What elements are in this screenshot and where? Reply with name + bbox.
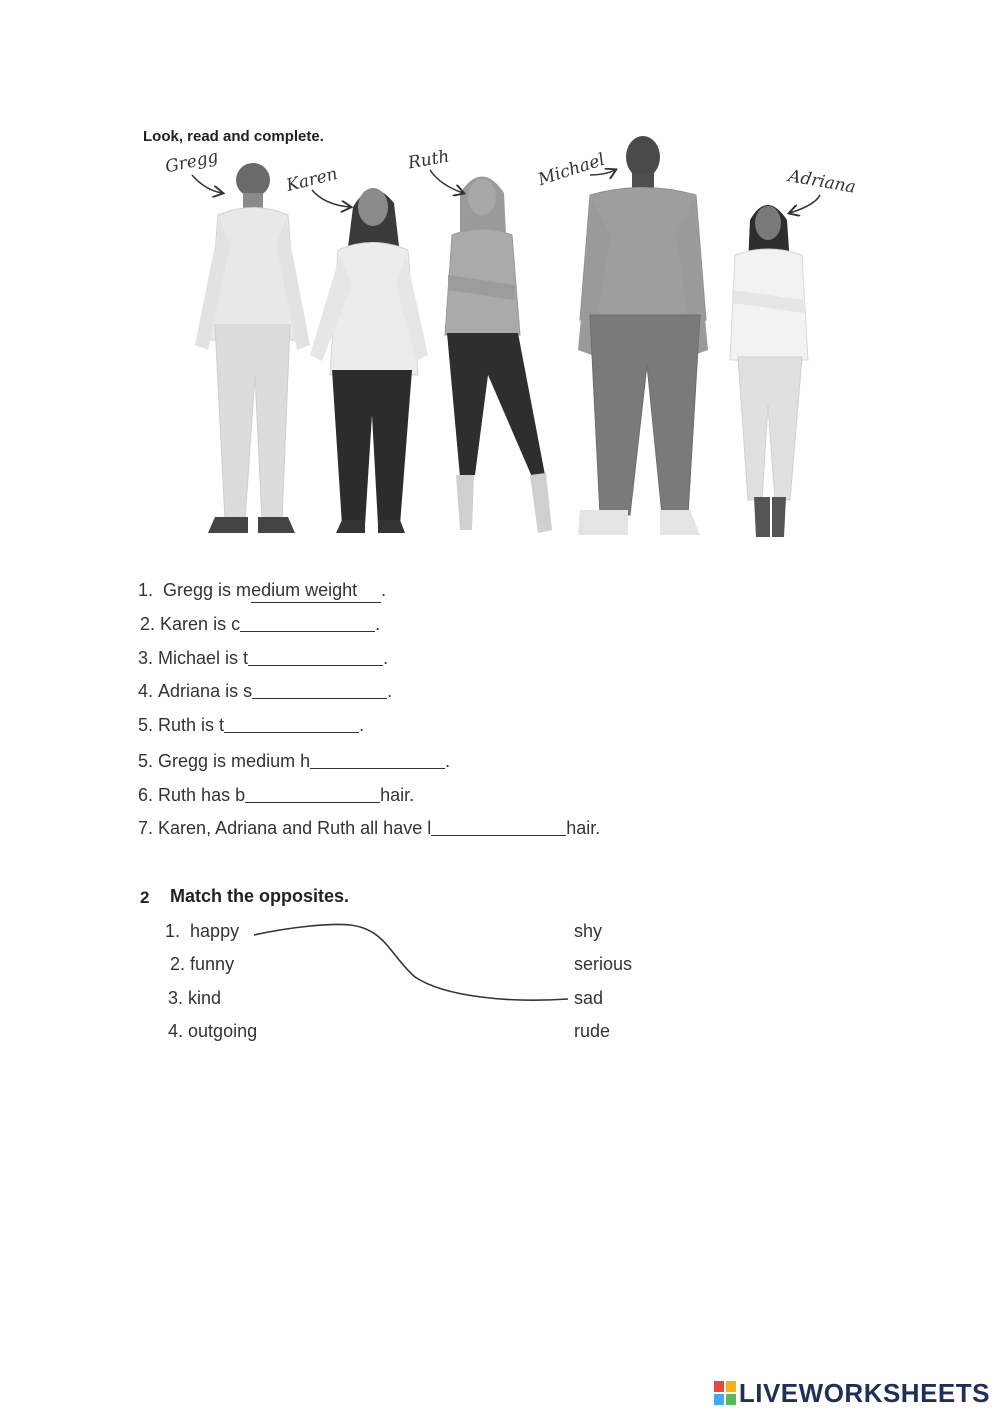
person-ruth-figure bbox=[445, 177, 552, 534]
answer-4-input[interactable] bbox=[252, 680, 387, 699]
label-gregg: Gregg bbox=[163, 146, 221, 178]
question-3: 3. Michael is t . bbox=[138, 648, 389, 668]
answer-3-input[interactable] bbox=[248, 647, 383, 666]
match-left-happy[interactable]: 1. happy bbox=[165, 921, 240, 941]
match-right-shy[interactable]: shy bbox=[574, 921, 603, 941]
match-left-funny[interactable]: 2. funny bbox=[170, 954, 235, 974]
question-7: 7. Karen, Adriana and Ruth all have l hair. bbox=[138, 818, 601, 838]
label-adriana: Adriana bbox=[786, 166, 858, 198]
label-ruth: Ruth bbox=[406, 146, 451, 174]
match-right-rude[interactable]: rude bbox=[574, 1021, 611, 1041]
person-michael-figure bbox=[578, 136, 708, 535]
answer-5b-input[interactable] bbox=[310, 750, 445, 769]
section-2-number: 2 bbox=[140, 888, 150, 907]
answer-6-input[interactable] bbox=[245, 784, 380, 803]
question-6: 6. Ruth has b hair. bbox=[138, 785, 415, 805]
match-left-outgoing[interactable]: 4. outgoing bbox=[168, 1021, 258, 1041]
person-adriana-figure bbox=[730, 205, 808, 537]
instruction-look-read-complete: Look, read and complete. bbox=[143, 128, 324, 145]
question-2: 2. Karen is c . bbox=[140, 614, 381, 634]
answer-5-input[interactable] bbox=[224, 714, 359, 733]
person-karen-figure bbox=[310, 188, 428, 533]
liveworksheets-icon bbox=[714, 1381, 736, 1405]
answer-2-input[interactable] bbox=[240, 613, 375, 632]
person-gregg-figure bbox=[195, 163, 310, 533]
label-karen: Karen bbox=[284, 164, 340, 196]
people-photo bbox=[160, 125, 860, 550]
question-5: 5. Ruth is t . bbox=[138, 715, 365, 735]
answer-7-input[interactable] bbox=[431, 817, 566, 836]
question-1: 1. Gregg is medium weight . bbox=[138, 578, 386, 602]
match-right-serious[interactable]: serious bbox=[574, 954, 633, 974]
question-5b: 5. Gregg is medium h . bbox=[138, 751, 451, 771]
answer-1-input[interactable]: edium weight bbox=[251, 578, 381, 603]
match-line-happy-sad bbox=[250, 915, 580, 1010]
liveworksheets-brand-text: LIVEWORKSHEETS bbox=[738, 1377, 990, 1408]
liveworksheets-logo[interactable] bbox=[714, 1378, 990, 1408]
section-2-title: Match the opposites. bbox=[170, 886, 350, 906]
match-right-sad[interactable]: sad bbox=[574, 988, 604, 1008]
label-michael: Michael bbox=[535, 149, 608, 191]
question-4: 4. Adriana is s . bbox=[138, 681, 393, 701]
match-left-kind[interactable]: 3. kind bbox=[168, 988, 222, 1008]
